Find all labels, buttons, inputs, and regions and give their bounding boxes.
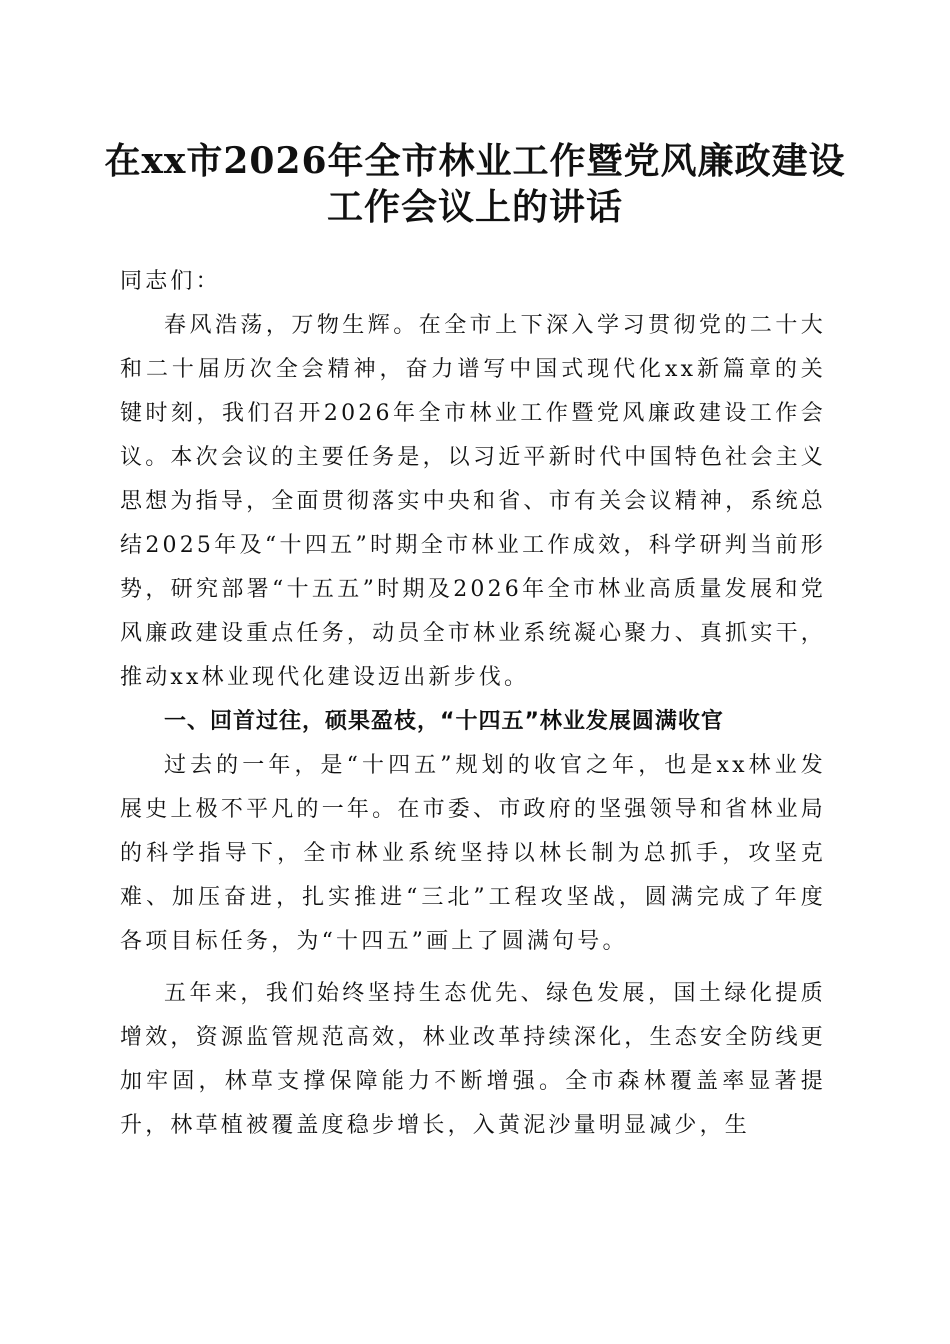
document-title: [100, 138, 850, 230]
salutation: 同志们：: [120, 269, 221, 294]
section-heading-1: 一、回首过往，硕果盈枝，“十四五”林业发展圆满收官: [164, 709, 724, 734]
document-body: [120, 260, 826, 1148]
paragraph-five-years: 五年来，我们始终坚持生态优先、绿色发展，国土绿化提质增效，资源监管规范高效，林业改革持续深化，生态安全防线更加牢固，林草支撑保障能力不断增强。全市森林覆盖率显著提升，林草植被覆盖度稳步增长，入黄泥沙量明显减少，生: [120, 981, 826, 1138]
paragraph-review: 过去的一年，是“十四五”规划的收官之年，也是xx林业发展史上极不平凡的一年。在市委、市政府的坚强领导和省林业局的科学指导下，全市林业系统坚持以林长制为总抓手，攻坚克难、加压奋进，扎实推进“三北”工程攻坚战，圆满完成了年度各项目标任务，为“十四五”画上了圆满句号。: [120, 753, 826, 954]
title-line-1: 在xx市2026年全市林业工作暨党风廉政建设: [104, 140, 846, 182]
paragraph-opening: 春风浩荡，万物生辉。在全市上下深入学习贯彻党的二十大和二十届历次全会精神，奋力谱写中国式现代化xx新篇章的关键时刻，我们召开2026年全市林业工作暨党风廉政建设工作会议。本次会议的主要任务是，以习近平新时代中国特色社会主义思想为指导，全面贯彻落实中央和省、市有关会议精神，系统总结2025年及“十四五”时期全市林业工作成效，科学研判当前形势，研究部署“十五五”时期及2026年全市林业高质量发展和党风廉政建设重点任务，动员全市林业系统凝心聚力、真抓实干，推动xx林业现代化建设迈出新步伐。: [120, 313, 826, 690]
title-line-2: 工作会议上的讲话: [326, 186, 623, 228]
paragraph-spacer: [120, 964, 826, 972]
